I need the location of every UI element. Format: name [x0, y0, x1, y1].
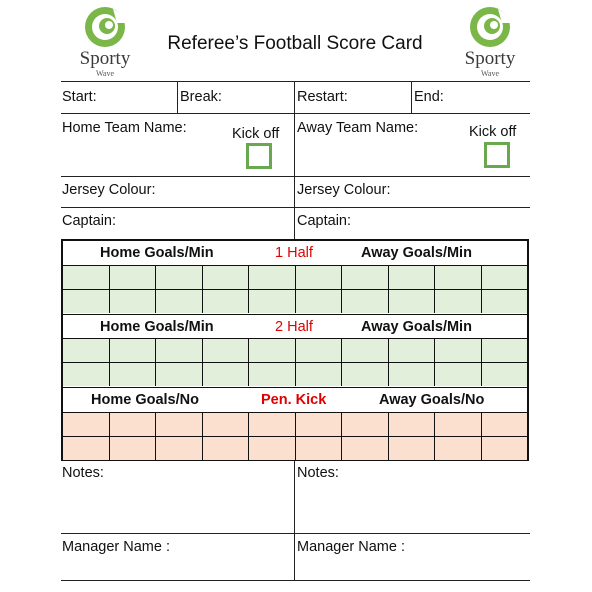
goal-cell[interactable]: [435, 290, 482, 313]
divider: [61, 81, 530, 82]
away-goals-min-label: Away Goals/Min: [361, 245, 472, 261]
goal-cell[interactable]: [249, 290, 296, 313]
penalty-cell[interactable]: [110, 437, 157, 460]
sporty-wave-logo-right: [450, 5, 530, 85]
goal-cell[interactable]: [156, 266, 203, 289]
penalty-cell[interactable]: [249, 413, 296, 436]
center-divider: [294, 81, 295, 240]
away-jersey-colour-field[interactable]: Jersey Colour:: [297, 182, 391, 198]
home-jersey-colour-field[interactable]: Jersey Colour:: [62, 182, 156, 198]
divider: [61, 580, 530, 581]
logo-name: Sporty: [464, 48, 516, 69]
goal-cell[interactable]: [110, 339, 157, 362]
goal-cell[interactable]: [296, 363, 343, 386]
goal-cell[interactable]: [249, 266, 296, 289]
goal-cell[interactable]: [342, 339, 389, 362]
logo-subtitle: Wave: [480, 69, 499, 78]
penalty-cell[interactable]: [342, 437, 389, 460]
divider: [177, 81, 178, 113]
home-goals-min-label: Home Goals/Min: [100, 319, 214, 335]
penalty-cell[interactable]: [203, 437, 250, 460]
goal-cell[interactable]: [389, 290, 436, 313]
penalty-cell[interactable]: [203, 413, 250, 436]
goal-cell[interactable]: [156, 363, 203, 386]
swirl-icon: [83, 5, 127, 49]
second-half-label: 2 Half: [275, 319, 313, 335]
goal-cell[interactable]: [482, 290, 528, 313]
away-kick-off-checkbox[interactable]: [484, 142, 510, 168]
goal-cell[interactable]: [63, 266, 110, 289]
away-notes-field[interactable]: Notes:: [297, 465, 339, 481]
penalty-row: [63, 436, 527, 460]
divider: [411, 81, 412, 113]
penalty-cell[interactable]: [482, 437, 528, 460]
goal-cell[interactable]: [63, 290, 110, 313]
goal-cell[interactable]: [482, 266, 528, 289]
home-kick-off-checkbox[interactable]: [246, 143, 272, 169]
goal-cell[interactable]: [203, 363, 250, 386]
away-team-name-field[interactable]: Away Team Name:: [297, 120, 419, 136]
second-half-row: [63, 362, 527, 386]
goal-cell[interactable]: [110, 363, 157, 386]
goal-cell[interactable]: [203, 339, 250, 362]
home-notes-field[interactable]: Notes:: [62, 465, 104, 481]
goal-cell[interactable]: [296, 266, 343, 289]
goal-cell[interactable]: [249, 339, 296, 362]
goal-cell[interactable]: [110, 290, 157, 313]
penalty-cell[interactable]: [249, 437, 296, 460]
goal-cell[interactable]: [389, 339, 436, 362]
goal-cell[interactable]: [342, 266, 389, 289]
end-field[interactable]: End:: [414, 89, 444, 105]
penalty-cell[interactable]: [482, 413, 528, 436]
penalty-cell[interactable]: [110, 413, 157, 436]
first-half-header: [63, 241, 527, 265]
swirl-icon: [468, 5, 512, 49]
away-goals-no-label: Away Goals/No: [379, 392, 485, 408]
penalty-cell[interactable]: [389, 437, 436, 460]
penalty-cell[interactable]: [63, 413, 110, 436]
penalty-cell[interactable]: [63, 437, 110, 460]
penalty-cell[interactable]: [156, 437, 203, 460]
penalty-cell[interactable]: [435, 413, 482, 436]
divider: [61, 176, 530, 177]
logo-subtitle: Wave: [95, 69, 114, 78]
goal-cell[interactable]: [249, 363, 296, 386]
first-half-row: [63, 265, 527, 289]
logo-name: Sporty: [79, 48, 131, 69]
penalty-cell[interactable]: [296, 437, 343, 460]
second-half-header: [63, 314, 527, 339]
center-divider: [294, 461, 295, 581]
home-goals-min-label: Home Goals/Min: [100, 245, 214, 261]
restart-field[interactable]: Restart:: [297, 89, 348, 105]
home-team-name-field[interactable]: Home Team Name:: [62, 120, 187, 136]
penalty-cell[interactable]: [296, 413, 343, 436]
penalty-row: [63, 412, 527, 436]
goal-cell[interactable]: [389, 363, 436, 386]
away-kick-off-label: Kick off: [469, 124, 517, 140]
goal-cell[interactable]: [156, 290, 203, 313]
goal-cell[interactable]: [342, 290, 389, 313]
first-half-label: 1 Half: [275, 245, 313, 261]
goal-cell[interactable]: [435, 339, 482, 362]
home-kick-off-label: Kick off: [232, 126, 280, 142]
penalty-header: [63, 387, 527, 412]
second-half-row: [63, 338, 527, 362]
start-field[interactable]: Start:: [62, 89, 97, 105]
away-captain-field[interactable]: Captain:: [297, 213, 352, 229]
divider: [61, 113, 530, 114]
penalty-cell[interactable]: [435, 437, 482, 460]
goal-cell[interactable]: [156, 339, 203, 362]
away-goals-min-label: Away Goals/Min: [361, 319, 472, 335]
goal-cell[interactable]: [203, 290, 250, 313]
break-field[interactable]: Break:: [180, 89, 222, 105]
home-captain-field[interactable]: Captain:: [62, 213, 117, 229]
goal-cell[interactable]: [296, 290, 343, 313]
sporty-wave-logo-left: [65, 5, 145, 85]
goal-cell[interactable]: [482, 339, 528, 362]
penalty-cell[interactable]: [156, 413, 203, 436]
divider: [61, 207, 530, 208]
goal-cell[interactable]: [296, 339, 343, 362]
card-title: Referee’s Football Score Card: [167, 33, 423, 54]
goal-cell[interactable]: [389, 266, 436, 289]
penalty-cell[interactable]: [389, 413, 436, 436]
goal-cell[interactable]: [63, 363, 110, 386]
pen-kick-label: Pen. Kick: [261, 392, 327, 408]
goal-cell[interactable]: [110, 266, 157, 289]
goal-cell[interactable]: [342, 363, 389, 386]
home-manager-name-field[interactable]: Manager Name :: [62, 539, 170, 555]
goal-cell[interactable]: [203, 266, 250, 289]
goal-cell[interactable]: [435, 266, 482, 289]
first-half-row: [63, 289, 527, 313]
goal-cell[interactable]: [435, 363, 482, 386]
score-grid: [61, 239, 529, 461]
away-manager-name-field[interactable]: Manager Name :: [297, 539, 405, 555]
goal-cell[interactable]: [63, 339, 110, 362]
penalty-cell[interactable]: [342, 413, 389, 436]
home-goals-no-label: Home Goals/No: [91, 392, 199, 408]
divider: [61, 533, 530, 534]
goal-cell[interactable]: [482, 363, 528, 386]
